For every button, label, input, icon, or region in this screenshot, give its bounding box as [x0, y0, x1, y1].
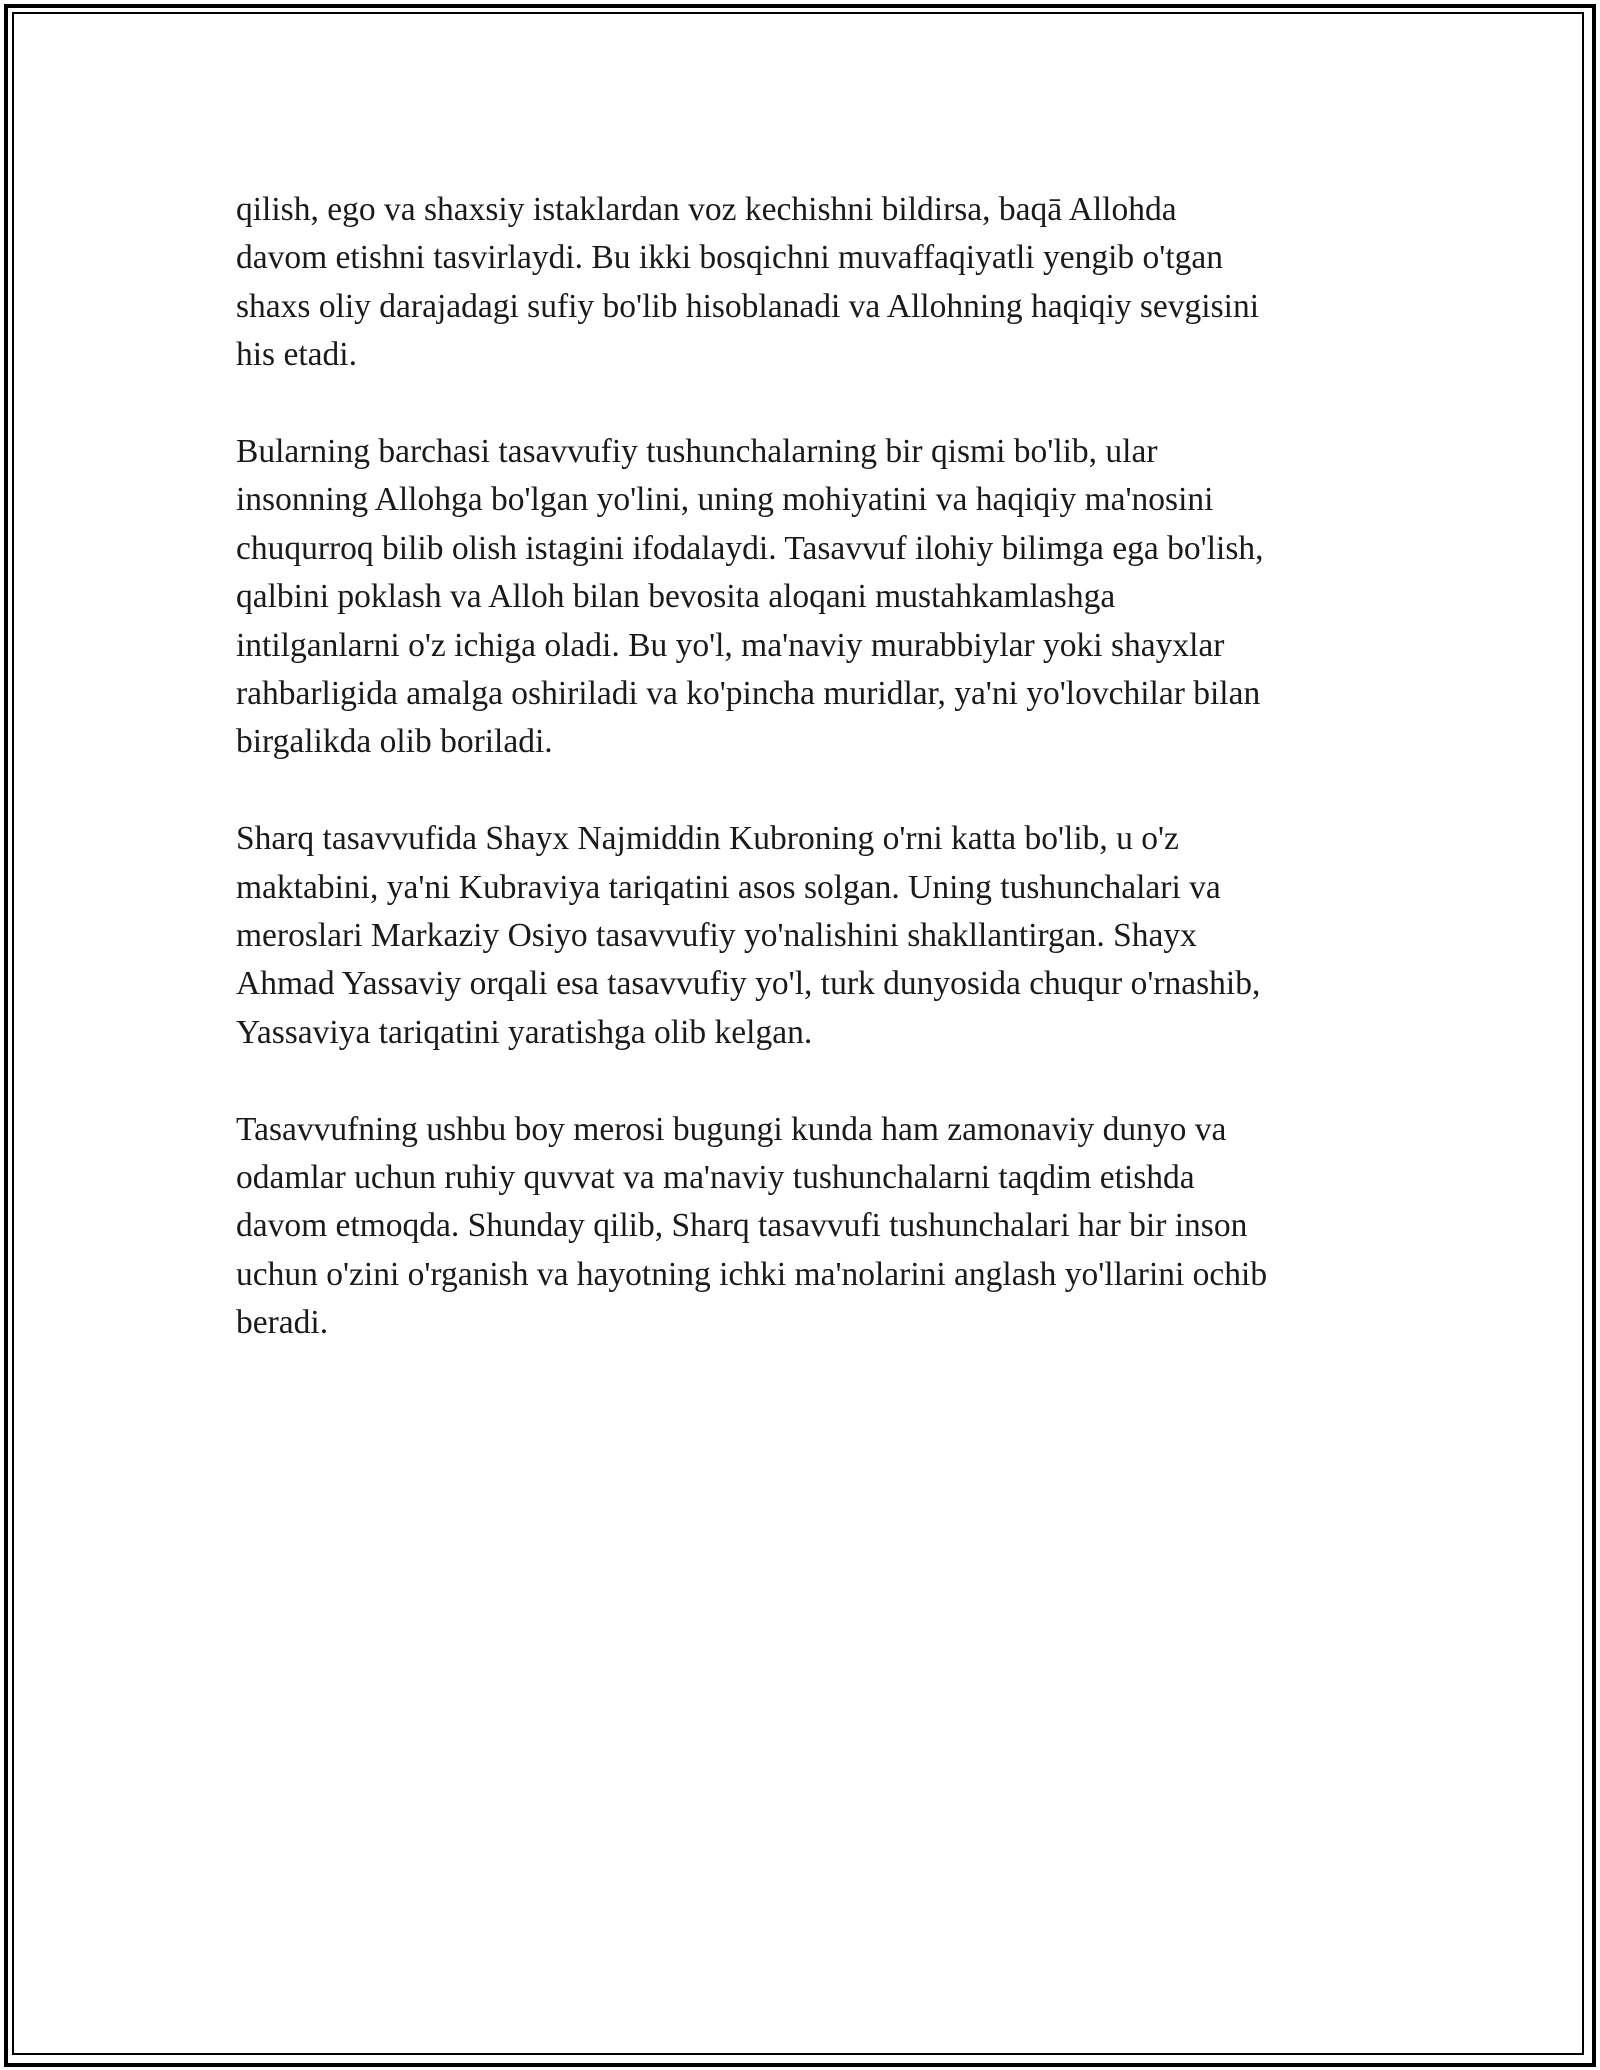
text-line: meroslari Markaziy Osiyo tasavvufiy yo'nalishini shakllantirgan. Shayx [236, 917, 1197, 955]
text-line: shaxs oliy darajadagi sufiy bo'lib hisoblanadi va Allohning haqiqiy sevgisini [236, 287, 1260, 325]
text-line: birgalikda olib boriladi. [236, 723, 553, 761]
text-line: uchun o'zini o'rganish va hayotning ichki ma'nolarini anglash yo'llarini ochib [236, 1255, 1268, 1293]
text-line: davom etmoqda. Shunday qilib, Sharq tasavvufi tushunchalari har bir inson [236, 1207, 1248, 1245]
text-line: Yassaviya tariqatini yaratishga olib kelgan. [236, 1013, 813, 1051]
paragraph-1 [236, 186, 1386, 380]
paragraph-3 [236, 815, 1386, 1057]
text-line: davom etishni tasvirlaydi. Bu ikki bosqichni muvaffaqiyatli yengib o'tgan [236, 239, 1224, 277]
text-line: intilganlarni o'z ichiga oladi. Bu yo'l, ma'naviy murabbiylar yoki shayxlar [236, 626, 1225, 664]
text-line: qalbini poklash va Alloh bilan bevosita aloqani mustahkamlashga [236, 578, 1116, 616]
text-line: beradi. [236, 1304, 329, 1342]
text-line: qilish, ego va shaxsiy istaklardan voz kechishni bildirsa, baqā Allohda [236, 191, 1177, 228]
text-line: chuqurroq bilib olish istagini ifodalaydi. Tasavvuf ilohiy bilimga ega bo'lish, [236, 529, 1264, 567]
text-line: maktabini, ya'ni Kubraviya tariqatini asos solgan. Uning tushunchalari va [236, 868, 1221, 906]
text-line: Sharq tasavvufida Shayx Najmiddin Kubroning o'rni katta bo'lib, u o'z [236, 820, 1179, 858]
text-line: his etadi. [236, 336, 357, 374]
text-line: insonning Allohga bo'lgan yo'lini, uning mohiyatini va haqiqiy ma'nosini [236, 481, 1214, 519]
paragraph-4 [236, 1106, 1386, 1348]
text-line: odamlar uchun ruhiy quvvat va ma'naviy tushunchalarni taqdim etishda [236, 1159, 1195, 1197]
document-body [236, 186, 1386, 1396]
paragraph-2 [236, 428, 1386, 767]
text-line: Bularning barchasi tasavvufiy tushunchalarning bir qismi bo'lib, ular [236, 433, 1158, 471]
text-line: Ahmad Yassaviy orqali esa tasavvufiy yo'l, turk dunyosida chuqur o'rnashib, [236, 965, 1261, 1003]
text-line: rahbarligida amalga oshiriladi va ko'pincha muridlar, ya'ni yo'lovchilar bilan [236, 675, 1261, 713]
text-line: Tasavvufning ushbu boy merosi bugungi kunda ham zamonaviy dunyo va [236, 1110, 1227, 1148]
